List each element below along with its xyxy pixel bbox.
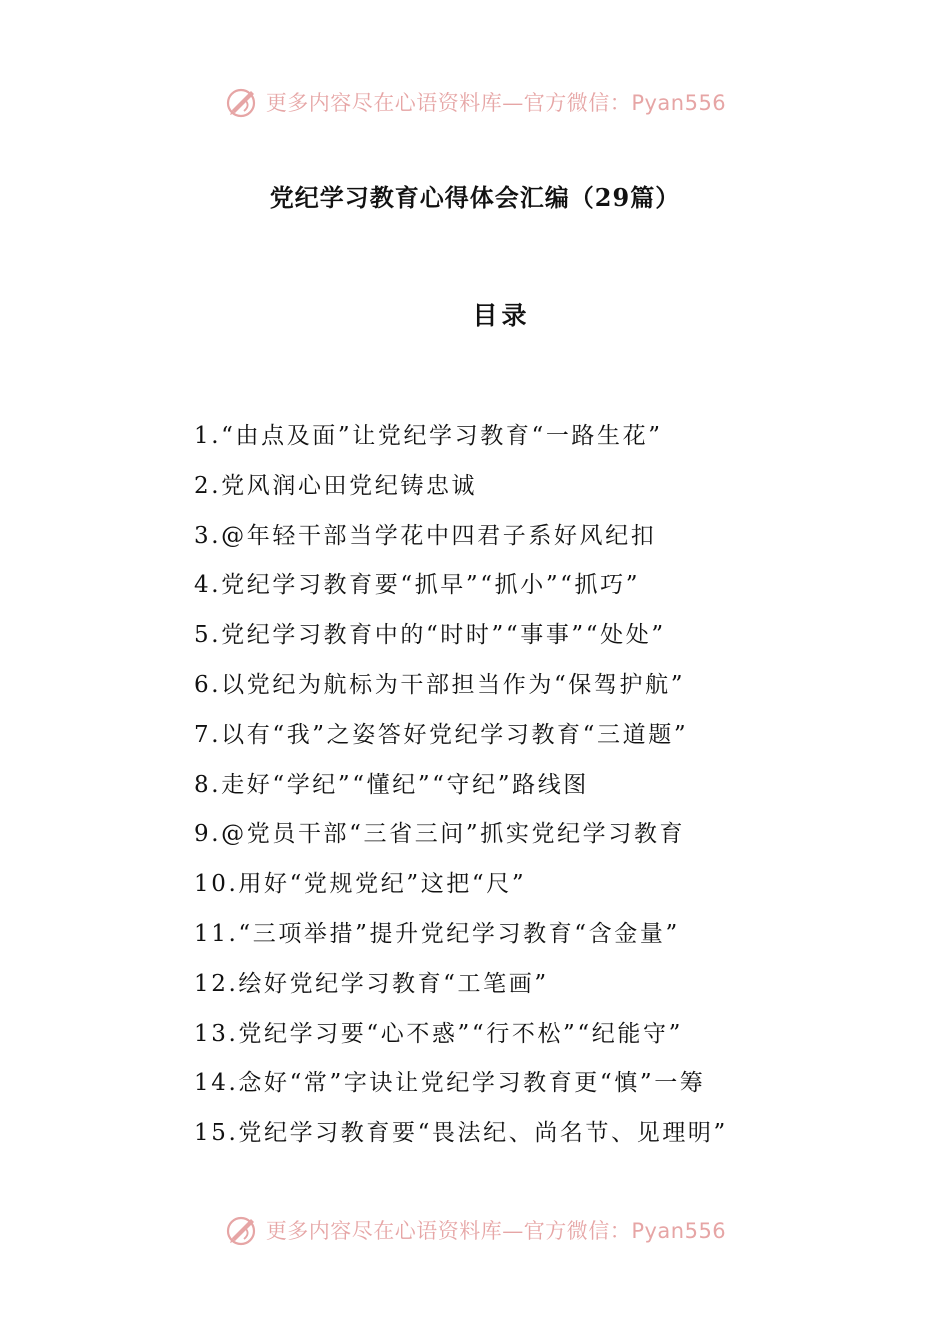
toc-item: 5.党纪学习教育中的“时时”“事事”“处处” (194, 622, 666, 649)
pen-logo-icon (224, 1212, 260, 1248)
watermark-text: 更多内容尽在心语资料库—官方微信：Pyan556 (265, 1219, 727, 1243)
toc-item: 7.以有“我”之姿答好党纪学习教育“三道题” (194, 721, 689, 748)
toc-heading: 目录 (472, 301, 531, 330)
watermark-wechat-id: Pyan556 (631, 91, 727, 115)
toc-item: 1.“由点及面”让党纪学习教育“一路生花” (194, 423, 663, 449)
pen-logo-icon (224, 84, 260, 120)
table-of-contents (194, 412, 728, 1159)
toc-item: 6.以党纪为航标为干部担当作为“保驾护航” (194, 671, 686, 698)
document-title: 党纪学习教育心得体会汇编（29篇） (269, 183, 681, 212)
toc-item: 13.党纪学习要“心不惑”“行不松”“纪能守” (194, 1020, 683, 1047)
toc-item: 11.“三项举措”提升党纪学习教育“含金量” (194, 920, 680, 947)
watermark-wechat-id: Pyan556 (631, 1219, 727, 1243)
toc-item: 3.@年轻干部当学花中四君子系好风纪扣 (194, 522, 657, 549)
header-watermark (0, 80, 950, 124)
toc-item: 2.党风润心田党纪铸忠诚 (194, 472, 478, 499)
watermark-text: 更多内容尽在心语资料库—官方微信：Pyan556 (265, 91, 727, 115)
toc-item: 9.@党员干部“三省三问”抓实党纪学习教育 (194, 821, 686, 848)
toc-item: 8.走好“学纪”“懂纪”“守纪”路线图 (194, 771, 589, 798)
toc-item: 12.绘好党纪学习教育“工笔画” (194, 970, 549, 997)
toc-item: 15.党纪学习教育要“畏法纪、尚名节、见理明” (194, 1120, 728, 1147)
toc-item: 10.用好“党规党纪”这把“尺” (194, 871, 527, 898)
footer-watermark (0, 1208, 950, 1252)
toc-item: 14.念好“常”字诀让党纪学习教育更“慎”一筹 (194, 1070, 706, 1097)
toc-item: 4.党纪学习教育要“抓早”“抓小”“抓巧” (194, 572, 641, 599)
